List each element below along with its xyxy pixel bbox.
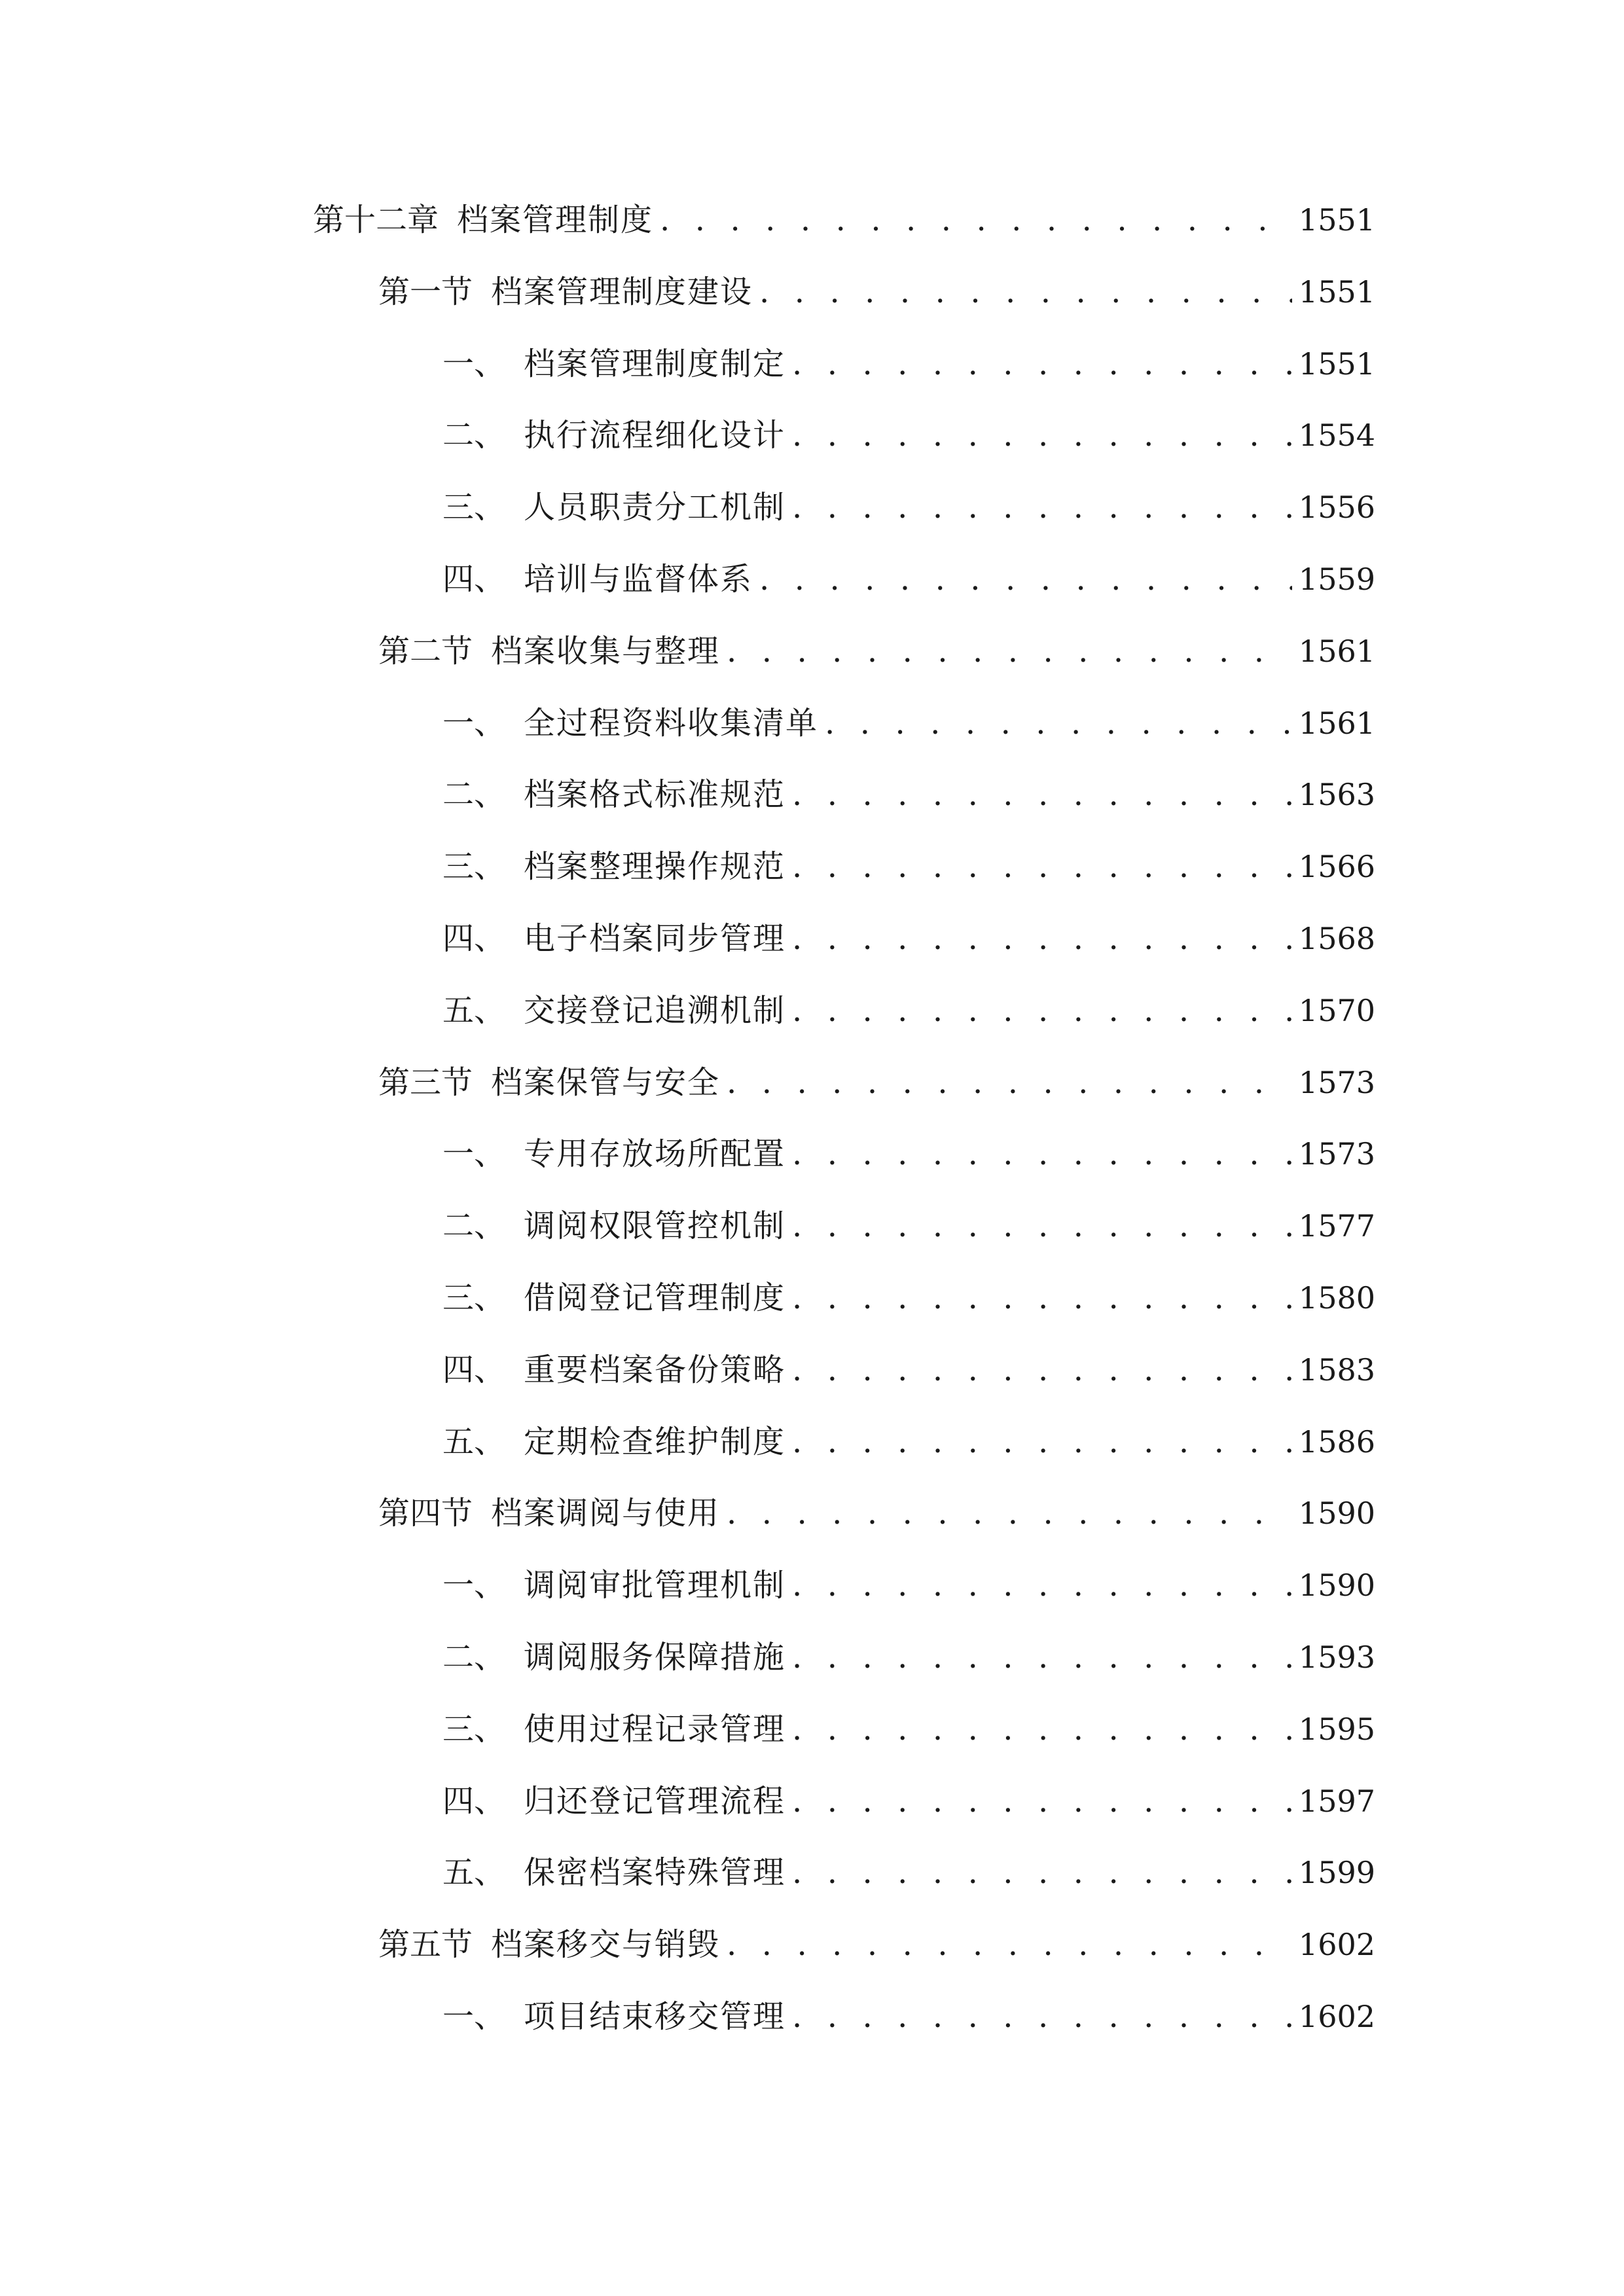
- toc-entry-number: 四、: [442, 1352, 506, 1388]
- toc-entry-title: 定期检查维护制度: [524, 1424, 786, 1460]
- dot-leader: [792, 912, 1292, 965]
- toc-entry-page-number: 1599: [1298, 1855, 1375, 1890]
- toc-entry-number: 四、: [442, 561, 506, 598]
- toc-entry-title: 专用存放场所配置: [524, 1136, 786, 1172]
- toc-entry-level-3[interactable]: [442, 1344, 1375, 1396]
- toc-entry-title: 人员职责分工机制: [524, 489, 786, 526]
- toc-entry-page-number: 1595: [1298, 1712, 1375, 1747]
- toc-entry-page-number: 1602: [1298, 1927, 1375, 1962]
- dot-leader: [825, 697, 1292, 749]
- dot-leader: [792, 338, 1292, 390]
- toc-entry-level-3[interactable]: [442, 1846, 1375, 1899]
- toc-entry-number: 五、: [442, 1424, 506, 1460]
- toc-entry-number: 四、: [442, 1783, 506, 1820]
- toc-entry-title: 档案收集与整理: [491, 633, 721, 670]
- toc-entry-page-number: 1580: [1298, 1280, 1375, 1316]
- dot-leader: [792, 840, 1292, 893]
- toc-entry-title: 使用过程记录管理: [524, 1711, 786, 1748]
- toc-entry-level-3[interactable]: [442, 1703, 1375, 1755]
- toc-entry-title: 交接登记追溯机制: [524, 992, 786, 1029]
- dot-leader: [792, 1775, 1292, 1827]
- toc-entry-title: 档案调阅与使用: [491, 1495, 721, 1532]
- toc-entry-page-number: 1566: [1298, 849, 1375, 884]
- dot-leader: [792, 481, 1292, 533]
- toc-entry-page-number: 1559: [1298, 562, 1375, 597]
- toc-entry-page-number: 1570: [1298, 993, 1375, 1028]
- toc-entry-page-number: 1551: [1298, 274, 1375, 310]
- dot-leader: [792, 984, 1292, 1037]
- toc-entry-level-3[interactable]: [442, 1416, 1375, 1468]
- toc-entry-level-2[interactable]: [378, 266, 1375, 318]
- dot-leader: [727, 1918, 1292, 1971]
- toc-entry-page-number: 1561: [1298, 706, 1375, 741]
- toc-entry-page-number: 1577: [1298, 1208, 1375, 1244]
- toc-entry-page-number: 1586: [1298, 1424, 1375, 1460]
- toc-entry-page-number: 1602: [1298, 1999, 1375, 2034]
- toc-entry-level-2[interactable]: [378, 1056, 1375, 1109]
- toc-entry-title: 档案管理制度制定: [524, 346, 786, 382]
- toc-entry-page-number: 1568: [1298, 921, 1375, 956]
- toc-entry-level-3[interactable]: [442, 1631, 1375, 1683]
- dot-leader: [727, 625, 1292, 677]
- toc-entry-title: 借阅登记管理制度: [524, 1280, 786, 1316]
- toc-entry-number: 五、: [442, 992, 506, 1029]
- toc-entry-title: 档案整理操作规范: [524, 848, 786, 885]
- toc-entry-page-number: 1583: [1298, 1352, 1375, 1388]
- toc-entry-number: 五、: [442, 1854, 506, 1891]
- toc-entry-title: 全过程资料收集清单: [524, 705, 819, 742]
- toc-entry-level-3[interactable]: [442, 1559, 1375, 1611]
- toc-entry-number: 一、: [442, 705, 506, 742]
- toc-entry-page-number: 1554: [1298, 418, 1375, 453]
- toc-entry-title: 项目结束移交管理: [524, 1998, 786, 2035]
- toc-entry-number: 第一节: [378, 274, 473, 310]
- toc-entry-number: 一、: [442, 346, 506, 382]
- toc-entry-level-3[interactable]: [442, 984, 1375, 1037]
- toc-entry-title: 调阅权限管控机制: [524, 1208, 786, 1244]
- toc-entry-page-number: 1561: [1298, 634, 1375, 669]
- toc-entry-title: 电子档案同步管理: [524, 920, 786, 957]
- dot-leader: [660, 194, 1292, 246]
- toc-entry-page-number: 1590: [1298, 1568, 1375, 1603]
- dot-leader: [759, 553, 1292, 605]
- toc-entry-title: 培训与监督体系: [524, 561, 753, 598]
- toc-entry-level-3[interactable]: [442, 1775, 1375, 1827]
- toc-entry-title: 档案移交与销毁: [491, 1926, 721, 1963]
- toc-entry-level-2[interactable]: [378, 1487, 1375, 1539]
- toc-entry-number: 三、: [442, 848, 506, 885]
- toc-entry-title: 档案管理制度建设: [491, 274, 753, 310]
- dot-leader: [727, 1487, 1292, 1539]
- toc-entry-title: 调阅服务保障措施: [524, 1639, 786, 1676]
- toc-entry-number: 三、: [442, 1711, 506, 1748]
- toc-entry-number: 二、: [442, 776, 506, 813]
- toc-entry-page-number: 1556: [1298, 490, 1375, 525]
- toc-entry-level-1[interactable]: [313, 194, 1375, 246]
- toc-entry-level-3[interactable]: [442, 553, 1375, 605]
- toc-entry-number: 三、: [442, 1280, 506, 1316]
- toc-entry-number: 四、: [442, 920, 506, 957]
- toc-entry-level-2[interactable]: [378, 1918, 1375, 1971]
- toc-entry-title: 调阅审批管理机制: [524, 1567, 786, 1604]
- toc-entry-number: 一、: [442, 1136, 506, 1172]
- toc-entry-page-number: 1593: [1298, 1640, 1375, 1675]
- toc-entry-page-number: 1573: [1298, 1065, 1375, 1100]
- dot-leader: [792, 1846, 1292, 1899]
- dot-leader: [792, 409, 1292, 461]
- dot-leader: [759, 266, 1292, 318]
- toc-entry-number: 二、: [442, 417, 506, 454]
- dot-leader: [792, 1990, 1292, 2043]
- toc-entry-level-3[interactable]: [442, 481, 1375, 533]
- toc-entry-level-3[interactable]: [442, 697, 1375, 749]
- toc-entry-number: 第四节: [378, 1495, 473, 1532]
- toc-entry-page-number: 1551: [1298, 346, 1375, 382]
- toc-entry-level-3[interactable]: [442, 1272, 1375, 1324]
- dot-leader: [792, 1416, 1292, 1468]
- dot-leader: [792, 1128, 1292, 1180]
- toc-entry-level-3[interactable]: [442, 1990, 1375, 2043]
- toc-entry-page-number: 1573: [1298, 1136, 1375, 1172]
- toc-entry-page-number: 1551: [1298, 202, 1375, 238]
- toc-entry-title: 归还登记管理流程: [524, 1783, 786, 1820]
- toc-entry-title: 重要档案备份策略: [524, 1352, 786, 1388]
- toc-entry-page-number: 1563: [1298, 777, 1375, 812]
- toc-entry-number: 一、: [442, 1998, 506, 2035]
- toc-entry-title: 档案管理制度: [457, 202, 654, 238]
- dot-leader: [792, 1703, 1292, 1755]
- toc-entry-page-number: 1597: [1298, 1784, 1375, 1819]
- toc-entry-number: 二、: [442, 1208, 506, 1244]
- toc-entry-level-2[interactable]: [378, 625, 1375, 677]
- toc-entry-level-3[interactable]: [442, 338, 1375, 390]
- dot-leader: [792, 768, 1292, 821]
- toc-entry-number: 三、: [442, 489, 506, 526]
- toc-entry-number: 第十二章: [313, 202, 439, 238]
- toc-entry-number: 第五节: [378, 1926, 473, 1963]
- toc-entry-title: 保密档案特殊管理: [524, 1854, 786, 1891]
- toc-entry-number: 第二节: [378, 633, 473, 670]
- toc-entry-number: 一、: [442, 1567, 506, 1604]
- toc-entry-title: 执行流程细化设计: [524, 417, 786, 454]
- toc-entry-level-3[interactable]: [442, 912, 1375, 965]
- toc-entry-page-number: 1590: [1298, 1496, 1375, 1531]
- toc-entry-level-3[interactable]: [442, 409, 1375, 461]
- toc-entry-level-3[interactable]: [442, 1200, 1375, 1252]
- dot-leader: [792, 1200, 1292, 1252]
- dot-leader: [792, 1559, 1292, 1611]
- toc-entry-title: 档案保管与安全: [491, 1064, 721, 1101]
- toc-entry-level-3[interactable]: [442, 1128, 1375, 1180]
- dot-leader: [792, 1272, 1292, 1324]
- dot-leader: [792, 1344, 1292, 1396]
- toc-entry-number: 二、: [442, 1639, 506, 1676]
- toc-entry-level-3[interactable]: [442, 768, 1375, 821]
- toc-entry-level-3[interactable]: [442, 840, 1375, 893]
- toc-entry-title: 档案格式标准规范: [524, 776, 786, 813]
- toc-entry-number: 第三节: [378, 1064, 473, 1101]
- dot-leader: [792, 1631, 1292, 1683]
- dot-leader: [727, 1056, 1292, 1109]
